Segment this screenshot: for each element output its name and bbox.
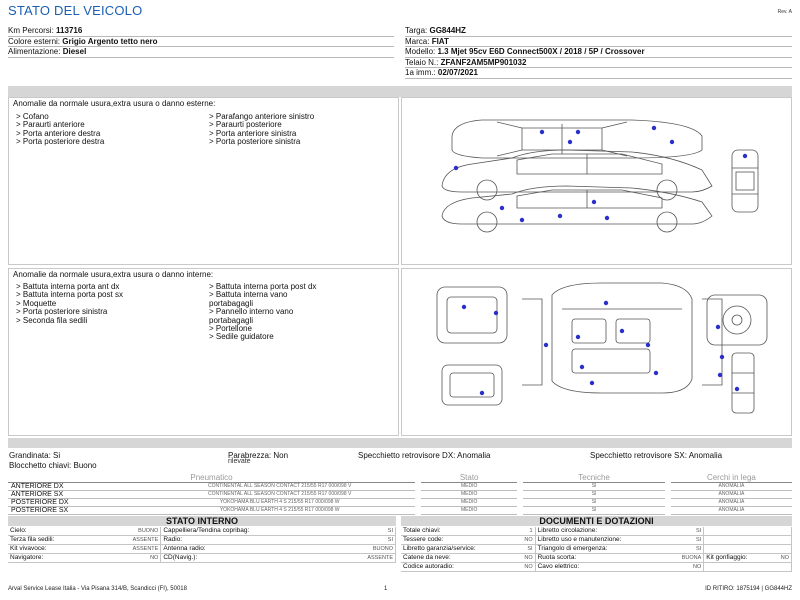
kv-label: Tessere code: xyxy=(401,536,516,545)
info-value: 113716 xyxy=(56,26,83,35)
kv-row xyxy=(401,545,792,554)
damage-marker xyxy=(494,311,498,315)
tyre-state: MEDIO xyxy=(421,499,517,507)
tyre-tech: SI xyxy=(523,499,665,507)
kv-value: NO xyxy=(516,554,535,563)
tyre-row xyxy=(8,491,792,499)
damage-item: > Battuta interna porta post sx xyxy=(16,290,123,300)
footer-company: Arval Service Lease Italia - Via Pisana 314/B, Scandicci (FI), 50018 xyxy=(8,586,187,592)
kv-row xyxy=(401,527,792,536)
kv-label xyxy=(704,527,773,536)
tyres-header-stato: Stato xyxy=(421,473,517,483)
tyres-header-pneumatico: Pneumatico xyxy=(8,473,415,483)
kv-label: Cavo elettrico: xyxy=(535,563,668,572)
kv-value xyxy=(772,563,791,572)
info-row xyxy=(405,37,792,48)
kv-label: CD(Navig.): xyxy=(161,554,337,563)
tyre-rims: ANOMALIA xyxy=(671,483,792,491)
damage-marker xyxy=(620,329,624,333)
damage-item: > Porta anteriore sinistra xyxy=(209,128,297,138)
external-diagram-panel xyxy=(401,97,792,265)
info-row xyxy=(405,58,792,69)
tyre-position: ANTERIORE SX xyxy=(8,491,144,499)
kv-row xyxy=(8,527,396,536)
info-value: Grigio Argento tetto nero xyxy=(62,36,158,46)
tyres-header-cerchi: Cerchi in lega xyxy=(671,473,792,483)
kv-row xyxy=(8,536,396,545)
damage-marker xyxy=(540,130,544,134)
section-divider-bar xyxy=(8,86,792,97)
tyre-position: POSTERIORE DX xyxy=(8,499,144,507)
info-value: 02/07/2021 xyxy=(437,68,478,78)
tyre-state: MEDIO xyxy=(421,491,517,499)
stato-interno-title: STATO INTERNO xyxy=(8,516,396,526)
kv-value: ASSENTE xyxy=(337,554,396,563)
damage-marker xyxy=(735,387,739,391)
tyre-model: YOKOHAMA BLU EARTH 4 S 215/55 R17 000/098 W xyxy=(144,507,415,515)
kv-value: SI xyxy=(668,536,704,545)
kv-value xyxy=(772,536,791,545)
status-blocchetto: Blocchetto chiavi: Buono xyxy=(9,461,97,470)
internal-damage-list-1 xyxy=(16,283,123,325)
damage-item: > Sedile guidatore xyxy=(209,332,274,342)
tyres-header-row xyxy=(8,473,792,483)
stato-interno-table xyxy=(8,527,396,563)
damage-marker xyxy=(592,200,596,204)
documenti-table xyxy=(401,527,792,572)
kv-label xyxy=(704,563,773,572)
kv-value: SI xyxy=(668,545,704,554)
kv-value: SI xyxy=(516,545,535,554)
damage-item: > Portellone xyxy=(209,324,252,334)
parabrezza-text: Parabrezza: Non xyxy=(228,451,289,460)
tyre-row xyxy=(8,483,792,491)
kv-label: Codice autoradio: xyxy=(401,563,516,572)
info-label: Telaio N.: xyxy=(405,57,439,67)
internal-damage-panel xyxy=(8,268,399,436)
tyres-header-tecniche: Tecniche xyxy=(523,473,665,483)
kv-value: NO xyxy=(516,563,535,572)
kv-label xyxy=(704,545,773,554)
damage-marker xyxy=(646,343,650,347)
damage-item: > Battuta interna porta post dx xyxy=(209,282,317,291)
kv-label: Libretto circolazione: xyxy=(535,527,668,536)
damage-item: > Moquette xyxy=(16,298,57,308)
damage-marker xyxy=(558,214,562,218)
vehicle-info-right xyxy=(405,26,792,79)
external-damage-list-1 xyxy=(16,113,104,147)
kv-value: SI xyxy=(337,527,396,536)
parabrezza-sub: rilevate xyxy=(228,458,251,465)
damage-marker xyxy=(605,216,609,220)
kv-label: Radio: xyxy=(161,536,337,545)
kv-value: NO xyxy=(772,554,791,563)
info-row xyxy=(405,68,792,79)
tyre-row xyxy=(8,499,792,507)
damage-item: > Porta posteriore sinistra xyxy=(209,137,301,147)
info-row xyxy=(8,37,394,48)
damage-item: > Paraurti anteriore xyxy=(16,120,85,130)
external-damage-list-2 xyxy=(209,113,314,147)
tyre-model: CONTINENTAL ALL SEASON CONTACT 215/55 R17 000/098 V xyxy=(144,483,415,491)
damage-marker xyxy=(480,391,484,395)
kv-value: SI xyxy=(337,536,396,545)
tyre-position: POSTERIORE SX xyxy=(8,507,144,515)
tyre-model: CONTINENTAL ALL SEASON CONTACT 215/55 R17 000/098 V xyxy=(144,491,415,499)
damage-item: > Seconda fila sedili xyxy=(16,315,88,325)
kv-label: Ruota scorta: xyxy=(535,554,668,563)
damage-marker xyxy=(590,381,594,385)
kv-value: ASSENTE xyxy=(102,536,161,545)
kv-value: NO xyxy=(102,554,161,563)
internal-diagram-panel xyxy=(401,268,792,436)
footer-page-number: 1 xyxy=(384,586,388,592)
damage-item: portabagagli xyxy=(209,315,254,325)
damage-marker xyxy=(500,206,504,210)
info-value: FIAT xyxy=(431,36,449,46)
info-label: Km Percorsi: xyxy=(8,26,54,35)
internal-damage-title: Anomalie da normale usura,extra usura o danno interne: xyxy=(13,270,214,279)
kv-label: Antenna radio: xyxy=(161,545,337,554)
damage-item: > Porta posteriore sinistra xyxy=(16,307,108,317)
tyres-table xyxy=(8,473,792,515)
damage-marker xyxy=(652,126,656,130)
kv-value: BUONA xyxy=(668,554,704,563)
damage-marker xyxy=(718,373,722,377)
info-value: 1.3 Mjet 95cv E6D Connect500X / 2018 / 5P / Crossover xyxy=(437,47,645,57)
damage-item: > Cofano xyxy=(16,112,49,121)
vehicle-info-left xyxy=(8,26,394,58)
kv-label: Catene da neve: xyxy=(401,554,516,563)
status-grandinata: Grandinata: Si xyxy=(9,451,61,460)
kv-row xyxy=(8,554,396,563)
status-specchietto-sx: Specchietto retrovisore SX: Anomalia xyxy=(590,451,723,460)
tyre-tech: SI xyxy=(523,483,665,491)
tyre-rims: ANOMALIA xyxy=(671,507,792,515)
tyre-rims: ANOMALIA xyxy=(671,499,792,507)
kv-label: Kit gonfiaggio: xyxy=(704,554,773,563)
info-label: Targa: xyxy=(405,26,428,35)
damage-item: > Paraurti posteriore xyxy=(209,120,282,130)
kv-value xyxy=(772,527,791,536)
damage-marker xyxy=(716,325,720,329)
tyre-row xyxy=(8,507,792,515)
kv-value: SI xyxy=(668,527,704,536)
kv-label: Terza fila sedili: xyxy=(8,536,102,545)
kv-label: Libretto uso e manutenzione: xyxy=(535,536,668,545)
damage-marker xyxy=(576,130,580,134)
kv-label: Kit vivavoce: xyxy=(8,545,102,554)
kv-label: Totale chiavi: xyxy=(401,527,516,536)
kv-value: NO xyxy=(516,536,535,545)
damage-marker xyxy=(580,365,584,369)
damage-item: > Porta anteriore destra xyxy=(16,128,101,138)
info-row xyxy=(405,47,792,58)
damage-marker xyxy=(576,335,580,339)
kv-value: BUONO xyxy=(337,545,396,554)
damage-item: > Battuta interna vano xyxy=(209,290,288,300)
damage-item: > Pannello interno vano xyxy=(209,307,294,317)
kv-row xyxy=(401,563,792,572)
kv-label: Triangolo di emergenza: xyxy=(535,545,668,554)
damage-marker xyxy=(520,218,524,222)
info-value: ZFANF2AM5MP901032 xyxy=(440,57,527,67)
kv-label: Cielo: xyxy=(8,527,102,536)
tyre-state: MEDIO xyxy=(421,507,517,515)
damage-marker xyxy=(743,154,747,158)
page-title: STATO DEL VEICOLO xyxy=(8,3,143,18)
kv-label: Cappelliera/Tendina copribag: xyxy=(161,527,337,536)
damage-marker xyxy=(604,301,608,305)
car-interior-diagram xyxy=(402,269,791,435)
info-value: GG844HZ xyxy=(429,26,466,35)
external-damage-panel xyxy=(8,97,399,265)
tyre-tech: SI xyxy=(523,507,665,515)
info-row xyxy=(8,26,394,37)
kv-row xyxy=(401,536,792,545)
damage-marker xyxy=(670,140,674,144)
kv-label xyxy=(704,536,773,545)
info-label: Colore esterni: xyxy=(8,36,61,46)
car-exterior-diagram xyxy=(402,98,791,264)
info-row xyxy=(405,26,792,37)
external-damage-title: Anomalie da normale usura,extra usura o danno esterne: xyxy=(13,99,216,108)
kv-value: ASSENTE xyxy=(102,545,161,554)
revision-label: Rev. A xyxy=(777,9,792,15)
damage-item: > Porta posteriore destra xyxy=(16,137,105,147)
damage-marker xyxy=(462,305,466,309)
kv-value: NO xyxy=(668,563,704,572)
kv-label: Libretto garanzia/service: xyxy=(401,545,516,554)
damage-marker xyxy=(568,140,572,144)
damage-marker xyxy=(454,166,458,170)
info-row xyxy=(8,47,394,58)
status-divider-bar xyxy=(8,438,792,448)
damage-item: portabagagli xyxy=(209,298,254,308)
kv-value: BUONO xyxy=(102,527,161,536)
damage-marker xyxy=(544,343,548,347)
documenti-title: DOCUMENTI E DOTAZIONI xyxy=(401,516,792,526)
info-label: Marca: xyxy=(405,36,430,46)
internal-damage-list-2 xyxy=(209,283,316,342)
info-value: Diesel xyxy=(62,47,87,57)
tyre-state: MEDIO xyxy=(421,483,517,491)
kv-value: 1 xyxy=(516,527,535,536)
status-specchietto-dx: Specchietto retrovisore DX: Anomalia xyxy=(358,451,491,460)
kv-row xyxy=(8,545,396,554)
info-label: 1a imm.: xyxy=(405,68,436,78)
damage-marker xyxy=(654,371,658,375)
footer-id: ID RITIRO: 1875194 | GG844HZ xyxy=(705,586,792,592)
tyre-tech: SI xyxy=(523,491,665,499)
damage-marker xyxy=(720,355,724,359)
kv-value xyxy=(772,545,791,554)
kv-row xyxy=(401,554,792,563)
tyre-position: ANTERIORE DX xyxy=(8,483,144,491)
tyre-rims: ANOMALIA xyxy=(671,491,792,499)
tyre-model: YOKOHAMA BLU EARTH 4 S 215/55 R17 000/098 W xyxy=(144,499,415,507)
info-label: Modello: xyxy=(405,47,436,57)
kv-label: Navigatore: xyxy=(8,554,102,563)
damage-item: > Battuta interna porta ant dx xyxy=(16,282,120,291)
damage-item: > Parafango anteriore sinistro xyxy=(209,112,315,121)
info-label: Alimentazione: xyxy=(8,47,61,57)
